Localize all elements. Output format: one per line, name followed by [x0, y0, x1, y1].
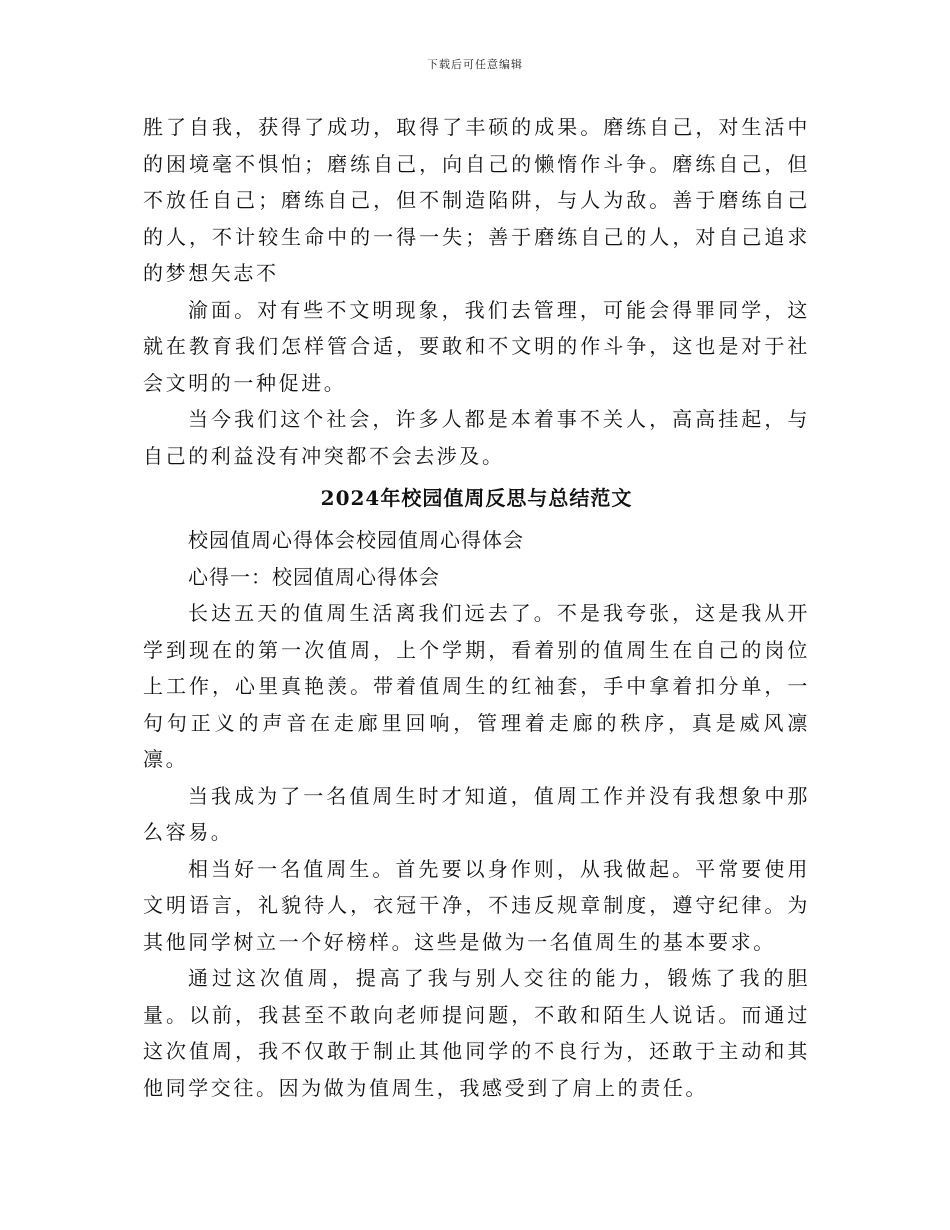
article-subtitle: 校园值周心得体会校园值周心得体会 [188, 528, 524, 552]
paragraph-continuation-1: 胜了自我，获得了成功，取得了丰硕的成果。磨练自己，对生活中的困境毫不惧怕；磨练自己，向自己的懒惰作斗争。磨练自己，但不放任自己；磨练自己，但不制造陷阱，与人为敌。善于磨练自己的人，不计较生命中的一得一失；善于磨练自己的人，对自己追求的梦想矢志不 [143, 115, 810, 285]
article-title: 2024年校园值周反思与总结范文 [320, 486, 633, 510]
article-paragraph-4: 通过这次值周，提高了我与别人交往的能力，锻炼了我的胆量。以前，我甚至不敢向老师提问题，不敢和陌生人说话。而通过这次值周，我不仅敢于制止其他同学的不良行为，还敢于主动和其他同学交往。因为做为值周生，我感受到了肩上的责任。 [143, 966, 810, 1100]
paragraph-continuation-2: 渝面。对有些不文明现象，我们去管理，可能会得罪同学，这就在教育我们怎样管合适，要敢和不文明的作斗争，这也是对于社会文明的一种促进。 [143, 297, 810, 395]
page-header: 下载后可任意编辑 [427, 58, 523, 71]
section-heading: 心得一：校园值周心得体会 [188, 564, 440, 589]
article-paragraph-3: 相当好一名值周生。首先要以身作则，从我做起。平常要使用文明语言，礼貌待人，衣冠干净，不违反规章制度，遵守纪律。为其他同学树立一个好榜样。这些是做为一名值周生的基本要求。 [143, 856, 810, 954]
article-paragraph-2: 当我成为了一名值周生时才知道，值周工作并没有我想象中那么容易。 [143, 783, 810, 844]
article-paragraph-1: 长达五天的值周生活离我们远去了。不是我夸张，这是我从开学到现在的第一次值周，上个学期，看着别的值周生在自己的岗位上工作，心里真艳羡。带着值周生的红袖套，手中拿着扣分单，一句句正义的声音在走廊里回响，管理着走廊的秩序，真是威风凛凛。 [143, 601, 810, 771]
document-body [143, 109, 810, 1106]
paragraph-continuation-3: 当今我们这个社会，许多人都是本着事不关人，高高挂起，与自己的利益没有冲突都不会去涉及。 [143, 407, 810, 468]
